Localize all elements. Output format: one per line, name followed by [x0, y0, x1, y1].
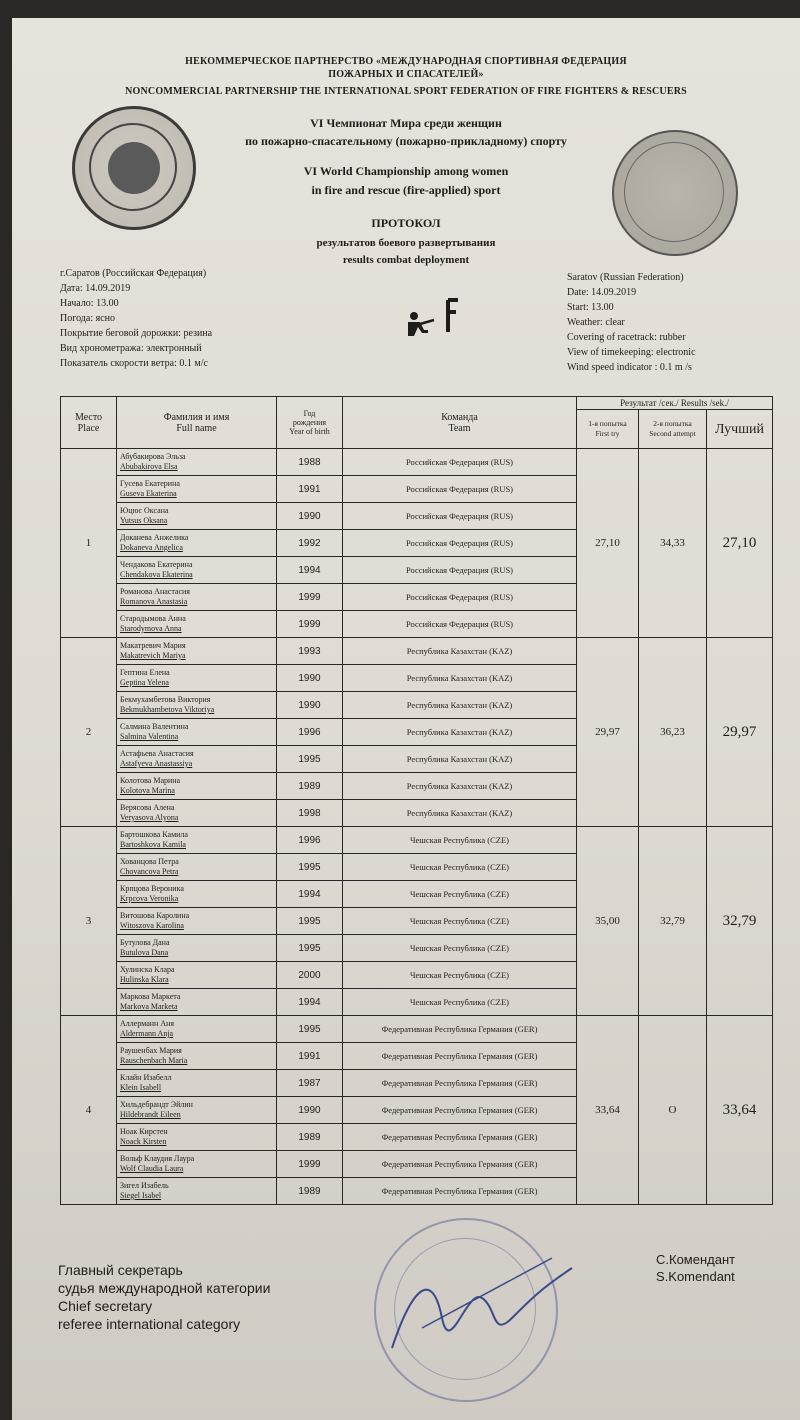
team-cell: Чешская Республика (CZE)	[343, 908, 577, 935]
info-ru-line: Дата: 14.09.2019	[60, 283, 131, 294]
birth-year-cell: 1998	[277, 800, 343, 827]
athlete-name-ru: Маркова Маркета	[120, 991, 181, 1001]
event-info-ru	[60, 266, 212, 371]
team-cell: Чешская Республика (CZE)	[343, 962, 577, 989]
best-result-cell: 27,10	[707, 449, 773, 638]
athlete-name-en: Bartoshkova Kamila	[120, 840, 186, 849]
athlete-name-ru: Юцюс Оксана	[120, 505, 169, 515]
table-row	[61, 449, 773, 476]
athlete-name-ru: Гептина Елена	[120, 667, 170, 677]
signature-image	[372, 1228, 582, 1378]
athlete-name-ru: Салмина Валентина	[120, 721, 189, 731]
athlete-name-cell	[117, 584, 277, 611]
athlete-name-cell	[117, 935, 277, 962]
athlete-name-cell	[117, 773, 277, 800]
birth-year-cell: 1996	[277, 719, 343, 746]
best-result-cell: 29,97	[707, 638, 773, 827]
birth-year-cell: 1999	[277, 1151, 343, 1178]
info-ru-line: Показатель скорости ветра: 0.1 м/с	[60, 358, 208, 369]
header-team-en: Team	[448, 422, 471, 434]
birth-year-cell: 1989	[277, 1124, 343, 1151]
athlete-name-cell	[117, 1178, 277, 1205]
athlete-name-cell	[117, 881, 277, 908]
athlete-name-en: Hulinska Klara	[120, 975, 169, 984]
athlete-name-ru: Колотова Марина	[120, 775, 181, 785]
athlete-name-en: Krpcova Veronika	[120, 894, 179, 903]
first-try-cell: 35,00	[577, 827, 639, 1016]
athlete-name-cell	[117, 746, 277, 773]
athlete-name-ru: Раушенбах Мария	[120, 1045, 182, 1055]
best-result-cell: 32,79	[707, 827, 773, 1016]
birth-year-cell: 1999	[277, 611, 343, 638]
birth-year-cell: 1987	[277, 1070, 343, 1097]
firefighter-pictogram-icon	[398, 290, 478, 350]
first-try-cell: 27,10	[577, 449, 639, 638]
athlete-name-cell	[117, 449, 277, 476]
athlete-name-en: Dokaneva Angelica	[120, 543, 183, 552]
athlete-name-en: Makatrevich Mariya	[120, 651, 186, 660]
athlete-name-cell	[117, 827, 277, 854]
info-en-line: Covering of racetrack: rubber	[567, 332, 686, 343]
header-name-en: Full name	[176, 422, 217, 434]
info-ru-line: Погода: ясно	[60, 313, 115, 324]
athlete-name-ru: Гусева Екатерина	[120, 478, 180, 488]
athlete-name-cell	[117, 1097, 277, 1124]
birth-year-cell: 1993	[277, 638, 343, 665]
championship-subtitle-ru: по пожарно-спасательному (пожарно-прикладному) спорту	[245, 134, 567, 148]
team-cell: Республика Казахстан (KAZ)	[343, 719, 577, 746]
athlete-name-cell	[117, 1124, 277, 1151]
org-name-ru-line2: ПОЖАРНЫХ И СПАСАТЕЛЕЙ»	[328, 69, 484, 80]
info-ru-line: г.Саратов (Российская Федерация)	[60, 268, 207, 279]
team-cell: Федеративная Республика Германия (GER)	[343, 1043, 577, 1070]
athlete-name-en: Butulova Dana	[120, 948, 169, 957]
team-cell: Федеративная Республика Германия (GER)	[343, 1016, 577, 1043]
secretary-name-en: S.Komendant	[656, 1269, 735, 1284]
protocol-subtitle-ru: результатов боевого развертывания	[316, 237, 496, 249]
header-try1-en: First try	[595, 429, 620, 438]
championship-title-en: VI World Championship among women	[303, 164, 509, 178]
athlete-name-ru: Бекмухамбетова Виктория	[120, 694, 211, 704]
header-year-ru1: Год	[303, 409, 316, 418]
athlete-name-ru: Клайн Изабелл	[120, 1072, 172, 1082]
athlete-name-cell	[117, 854, 277, 881]
athlete-name-ru: Макатревич Мария	[120, 640, 186, 650]
team-cell: Республика Казахстан (KAZ)	[343, 665, 577, 692]
athlete-name-ru: Абубакирова Эльза	[120, 451, 186, 461]
athlete-name-ru: Чендакова Екатерина	[120, 559, 193, 569]
protocol-subtitle-en: results combat deployment	[342, 254, 470, 266]
referee-category-ru: судья международной категории	[58, 1280, 271, 1296]
info-ru-line: Начало: 13.00	[60, 298, 119, 309]
header-second-try	[639, 410, 707, 449]
championship-subtitle-en: in fire and rescue (fire-applied) sport	[311, 183, 501, 197]
athlete-name-en: Yutsus Oksana	[120, 516, 168, 525]
team-cell: Российская Федерация (RUS)	[343, 611, 577, 638]
table-row	[61, 638, 773, 665]
header-place-en: Place	[77, 422, 100, 434]
header-try2-ru: 2-я попытка	[653, 419, 692, 428]
second-try-cell: 32,79	[639, 827, 707, 1016]
athlete-name-ru: Астафьева Анастасия	[120, 748, 194, 758]
athlete-name-en: Witoszova Karolina	[120, 921, 184, 930]
athlete-name-en: Aldermann Anja	[120, 1029, 174, 1038]
referee-category-en: referee international category	[58, 1316, 241, 1332]
place-cell: 3	[61, 827, 117, 1016]
info-en-line: Date: 14.09.2019	[567, 287, 637, 298]
info-en-line: Weather: clear	[567, 317, 625, 328]
athlete-name-ru: Хованцова Петра	[120, 856, 179, 866]
header-year	[277, 397, 343, 449]
athlete-name-cell	[117, 557, 277, 584]
team-cell: Республика Казахстан (KAZ)	[343, 638, 577, 665]
header-year-en: Year of birth	[289, 427, 330, 436]
birth-year-cell: 1995	[277, 935, 343, 962]
team-cell: Чешская Республика (CZE)	[343, 827, 577, 854]
team-cell: Федеративная Республика Германия (GER)	[343, 1124, 577, 1151]
place-cell: 1	[61, 449, 117, 638]
info-ru-line: Вид хронометража: электронный	[60, 343, 202, 354]
birth-year-cell: 1990	[277, 692, 343, 719]
header-team-ru: Команда	[441, 411, 478, 423]
header-first-try	[577, 410, 639, 449]
athlete-name-en: Geptina Yelena	[120, 678, 169, 687]
event-info-en	[567, 270, 696, 375]
info-en-line: View of timekeeping: electronic	[567, 347, 696, 358]
athlete-name-cell	[117, 503, 277, 530]
team-cell: Федеративная Республика Германия (GER)	[343, 1097, 577, 1124]
birth-year-cell: 1994	[277, 557, 343, 584]
best-result-cell: 33,64	[707, 1016, 773, 1205]
info-en-line: Wind speed indicator : 0.1 m /s	[567, 362, 692, 373]
birth-year-cell: 1994	[277, 989, 343, 1016]
athlete-name-cell	[117, 476, 277, 503]
athlete-name-ru: Верясова Алена	[120, 802, 175, 812]
protocol-title: ПРОТОКОЛ	[371, 216, 441, 230]
athlete-name-en: Kolotova Marina	[120, 786, 175, 795]
header-best: Лучший	[707, 410, 773, 449]
athlete-name-ru: Хильдебрандт Эйлин	[120, 1099, 193, 1109]
athlete-name-cell	[117, 530, 277, 557]
second-try-cell: 34,33	[639, 449, 707, 638]
team-cell: Российская Федерация (RUS)	[343, 476, 577, 503]
table-row	[61, 1016, 773, 1043]
team-cell: Республика Казахстан (KAZ)	[343, 773, 577, 800]
athlete-name-cell	[117, 1070, 277, 1097]
athlete-name-cell	[117, 665, 277, 692]
team-cell: Федеративная Республика Германия (GER)	[343, 1070, 577, 1097]
header-year-ru2: рождения	[292, 418, 327, 427]
team-cell: Российская Федерация (RUS)	[343, 557, 577, 584]
athlete-name-en: Klein Isabell	[120, 1083, 162, 1092]
athlete-name-cell	[117, 719, 277, 746]
athlete-name-en: Astafyeva Anastassiya	[120, 759, 193, 768]
team-cell: Российская Федерация (RUS)	[343, 584, 577, 611]
header-try2-en: Second attempt	[649, 429, 696, 438]
athlete-name-ru: Бутулова Дана	[120, 937, 170, 947]
birth-year-cell: 1995	[277, 746, 343, 773]
team-cell: Чешская Республика (CZE)	[343, 854, 577, 881]
protocol-sheet	[12, 18, 800, 1420]
second-try-cell: О	[639, 1016, 707, 1205]
birth-year-cell: 2000	[277, 962, 343, 989]
team-cell: Чешская Республика (CZE)	[343, 989, 577, 1016]
secretary-name-block	[656, 1251, 735, 1285]
birth-year-cell: 1990	[277, 665, 343, 692]
chief-secretary-block	[58, 1261, 270, 1333]
org-name-ru-line1: НЕКОММЕРЧЕСКОЕ ПАРТНЕРСТВО «МЕЖДУНАРОДНАЯ СПОРТИВНАЯ ФЕДЕРАЦИЯ	[185, 56, 627, 67]
header-name-ru: Фамилия и имя	[163, 411, 230, 423]
birth-year-cell: 1989	[277, 1178, 343, 1205]
athlete-name-en: Bekmukhambetova Viktoriya	[120, 705, 215, 714]
team-cell: Чешская Республика (CZE)	[343, 881, 577, 908]
athlete-name-ru: Доканева Анжелика	[120, 532, 189, 542]
team-cell: Российская Федерация (RUS)	[343, 449, 577, 476]
team-cell: Республика Казахстан (KAZ)	[343, 800, 577, 827]
info-en-line: Start: 13.00	[567, 302, 614, 313]
birth-year-cell: 1992	[277, 530, 343, 557]
header-results: Результат /сек./ Results /sek./	[577, 397, 773, 410]
birth-year-cell: 1991	[277, 476, 343, 503]
birth-year-cell: 1991	[277, 1043, 343, 1070]
athlete-name-ru: Бартошкова Камила	[120, 829, 188, 839]
birth-year-cell: 1999	[277, 584, 343, 611]
athlete-name-ru: Аллерманн Аня	[120, 1018, 175, 1028]
secretary-name-ru: С.Комендант	[656, 1252, 736, 1267]
birth-year-cell: 1995	[277, 854, 343, 881]
birth-year-cell: 1996	[277, 827, 343, 854]
birth-year-cell: 1990	[277, 1097, 343, 1124]
team-cell: Чешская Республика (CZE)	[343, 935, 577, 962]
org-name-en: NONCOMMERCIAL PARTNERSHIP THE INTERNATIONAL SPORT FEDERATION OF FIRE FIGHTERS & RESCUERS	[125, 86, 687, 97]
birth-year-cell: 1994	[277, 881, 343, 908]
team-cell: Российская Федерация (RUS)	[343, 503, 577, 530]
table-row	[61, 827, 773, 854]
athlete-name-ru: Хулинска Клара	[120, 964, 175, 974]
second-try-cell: 36,23	[639, 638, 707, 827]
info-ru-line: Покрытие беговой дорожки: резина	[60, 328, 213, 339]
athlete-name-ru: Романова Анастасия	[120, 586, 190, 596]
athlete-name-en: Wolf Claudia Laura	[120, 1164, 184, 1173]
athlete-name-en: Rauschenbach Maria	[120, 1056, 188, 1065]
team-cell: Республика Казахстан (KAZ)	[343, 692, 577, 719]
athlete-name-cell	[117, 800, 277, 827]
athlete-name-cell	[117, 989, 277, 1016]
athlete-name-cell	[117, 611, 277, 638]
info-en-line: Saratov (Russian Federation)	[567, 272, 684, 283]
chief-secretary-ru: Главный секретарь	[58, 1262, 183, 1278]
athlete-name-cell	[117, 1151, 277, 1178]
results-table	[60, 396, 773, 1205]
team-cell: Российская Федерация (RUS)	[343, 530, 577, 557]
place-cell: 2	[61, 638, 117, 827]
header-try1-ru: 1-я попытка	[588, 419, 627, 428]
athlete-name-ru: Крпцова Вероника	[120, 883, 184, 893]
athlete-name-en: Chovancova Petra	[120, 867, 179, 876]
header-place-ru: Место	[74, 411, 103, 423]
athlete-name-en: Starodymova Anna	[120, 624, 182, 633]
athlete-name-cell	[117, 638, 277, 665]
athlete-name-en: Abubakirova Elsa	[120, 462, 178, 471]
birth-year-cell: 1990	[277, 503, 343, 530]
header-name	[117, 397, 277, 449]
header-team	[343, 397, 577, 449]
athlete-name-en: Romanova Anastasia	[120, 597, 188, 606]
athlete-name-en: Chendakova Ekaterina	[120, 570, 193, 579]
athlete-name-en: Veryasova Alyona	[120, 813, 179, 822]
team-cell: Федеративная Республика Германия (GER)	[343, 1151, 577, 1178]
place-cell: 4	[61, 1016, 117, 1205]
athlete-name-ru: Стародымова Анна	[120, 613, 186, 623]
athlete-name-cell	[117, 1016, 277, 1043]
athlete-name-cell	[117, 962, 277, 989]
athlete-name-en: Guseva Ekaterina	[120, 489, 177, 498]
athlete-name-ru: Ноак Кирстен	[120, 1126, 168, 1136]
athlete-name-ru: Вольф Клаудия Лаура	[120, 1153, 195, 1163]
championship-title-ru: VI Чемпионат Мира среди женщин	[310, 116, 502, 130]
athlete-name-cell	[117, 692, 277, 719]
athlete-name-en: Siegel Isabel	[120, 1191, 162, 1200]
athlete-name-en: Noack Kirsten	[120, 1137, 167, 1146]
first-try-cell: 33,64	[577, 1016, 639, 1205]
birth-year-cell: 1988	[277, 449, 343, 476]
athlete-name-ru: Зигел Изабель	[120, 1180, 169, 1190]
birth-year-cell: 1989	[277, 773, 343, 800]
athlete-name-cell	[117, 908, 277, 935]
athlete-name-cell	[117, 1043, 277, 1070]
first-try-cell: 29,97	[577, 638, 639, 827]
athlete-name-ru: Витошова Каролина	[120, 910, 190, 920]
chief-secretary-en: Chief secretary	[58, 1298, 153, 1314]
header-place	[61, 397, 117, 449]
team-cell: Республика Казахстан (KAZ)	[343, 746, 577, 773]
athlete-name-en: Markova Marketa	[120, 1002, 178, 1011]
team-cell: Федеративная Республика Германия (GER)	[343, 1178, 577, 1205]
athlete-name-en: Salmina Valentina	[120, 732, 179, 741]
athlete-name-en: Hildebrandt Eileen	[120, 1110, 181, 1119]
birth-year-cell: 1995	[277, 908, 343, 935]
birth-year-cell: 1995	[277, 1016, 343, 1043]
